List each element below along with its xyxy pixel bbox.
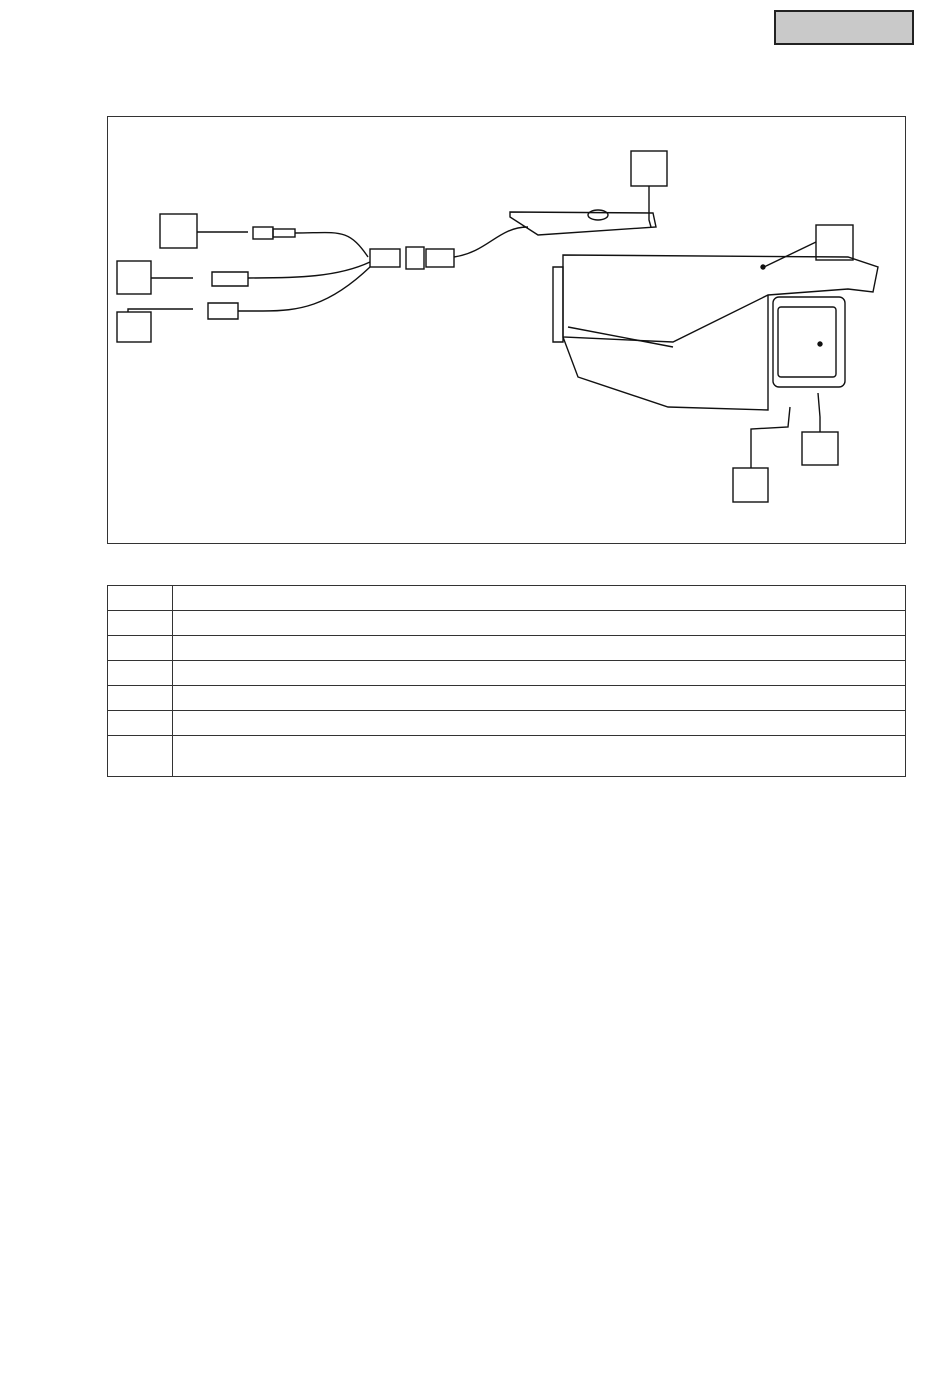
legend-number [108, 661, 173, 686]
language-tab [774, 10, 914, 45]
legend-description [173, 636, 906, 661]
table-row [108, 611, 906, 636]
legend-description [173, 686, 906, 711]
legend-description [173, 661, 906, 686]
callout-box-4 [631, 151, 667, 186]
table-row [108, 636, 906, 661]
table-row [108, 661, 906, 686]
legend-number [108, 636, 173, 661]
legend-description [173, 611, 906, 636]
legend-number [108, 736, 173, 777]
callout-box-2 [117, 261, 151, 294]
table-row [108, 586, 906, 611]
callout-box-5 [816, 225, 853, 260]
legend-description [173, 736, 906, 777]
callout-box-3 [117, 312, 151, 342]
legend-number [108, 611, 173, 636]
callout-box-6 [802, 432, 838, 465]
legend-number [108, 586, 173, 611]
legend-number [108, 711, 173, 736]
callout-box-1 [160, 214, 197, 248]
table-row [108, 736, 906, 777]
legend-number [108, 686, 173, 711]
table-row [108, 686, 906, 711]
camera-diagram [107, 116, 906, 544]
legend-description [173, 711, 906, 736]
callout-box-7 [733, 468, 768, 502]
table-row [108, 711, 906, 736]
legend-table [107, 585, 906, 777]
legend-description [173, 586, 906, 611]
camera-illustration [108, 117, 907, 545]
